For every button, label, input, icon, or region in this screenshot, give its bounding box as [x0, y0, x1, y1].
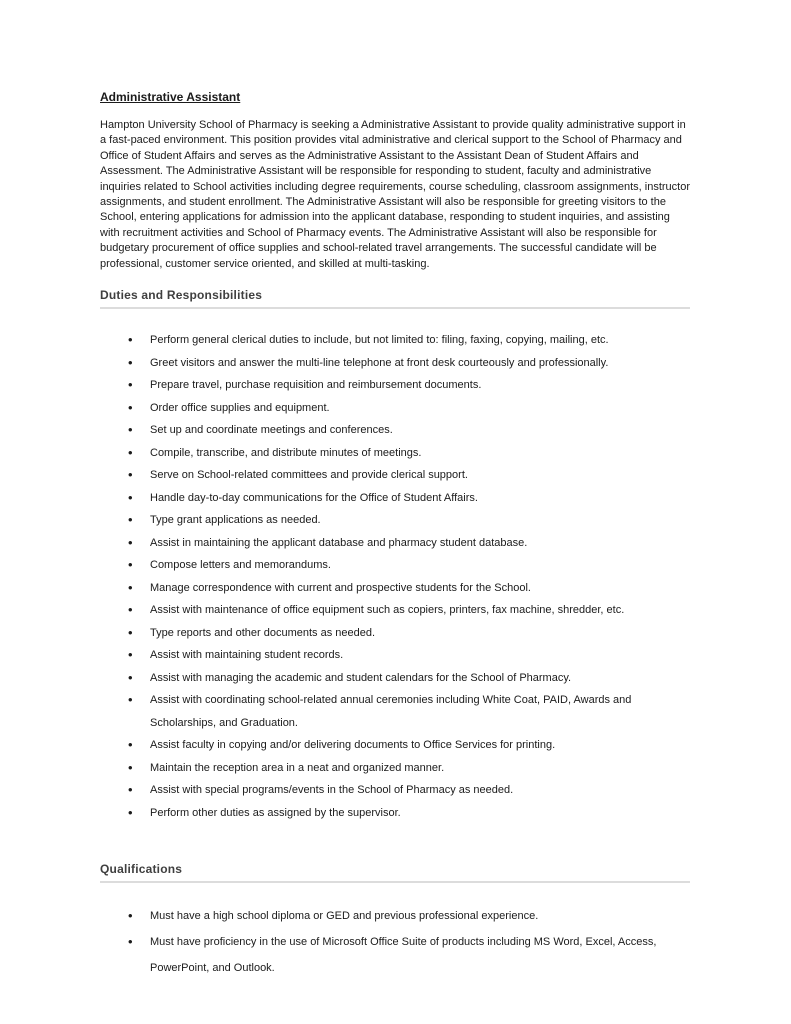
bullet-item: • Handle day-to-day communications for the Office of Student Affairs.	[128, 487, 690, 510]
qualifications-bullet-list	[128, 903, 690, 981]
document-title: Administrative Assistant	[100, 90, 241, 104]
bullet-item: • Assist faculty in copying and/or delivering documents to Office Services for printing.	[128, 734, 690, 757]
bullet-item: • Assist with managing the academic and student calendars for the School of Pharmacy.	[128, 667, 690, 690]
bullet-item: • Order office supplies and equipment.	[128, 397, 690, 420]
bullet-item: • Perform general clerical duties to include, but not limited to: filing, faxing, copying, mailing, etc.	[128, 329, 690, 352]
bullet-item: • Must have a high school diploma or GED and previous professional experience.	[128, 903, 690, 929]
bullet-item: • Type reports and other documents as needed.	[128, 622, 690, 645]
bullet-item: • Must have proficiency in the use of Microsoft Office Suite of products including MS Word, Excel, Access, PowerPoint, and Outlook.	[128, 929, 690, 981]
bullet-item: • Set up and coordinate meetings and conferences.	[128, 419, 690, 442]
bullet-item: • Assist in maintaining the applicant database and pharmacy student database.	[128, 532, 690, 555]
bullet-item: • Assist with maintenance of office equipment such as copiers, printers, fax machine, shredder, etc.	[128, 599, 690, 622]
section-duties	[100, 288, 690, 824]
bullet-item: • Assist with coordinating school-related annual ceremonies including White Coat, PAID, Awards and Scholarships, and Graduation.	[128, 689, 690, 734]
bullet-item: • Perform other duties as assigned by the supervisor.	[128, 802, 690, 825]
bullet-item: • Assist with special programs/events in the School of Pharmacy as needed.	[128, 779, 690, 802]
section-rule	[100, 881, 690, 883]
bullet-item: • Manage correspondence with current and prospective students for the School.	[128, 577, 690, 600]
bullet-item: • Assist with maintaining student records.	[128, 644, 690, 667]
section-rule	[100, 307, 690, 309]
section-heading-qualifications: Qualifications	[100, 862, 183, 877]
intro-paragraph: Hampton University School of Pharmacy is seeking a Administrative Assistant to provide quality administrative support in a fast-paced environment. This position provides vital administrative and clerical support to the School of Pharmacy and Office of Student Affairs and serves as the Administrative Assistant to the Assistant Dean of Student Affairs and Assessment. The Administrative Assistant will be responsible for responding to student, faculty and administrative inquiries related to School activities including degree requirements, course scheduling, classroom assignments, instructor assignments, and student enrollment. The Administrative Assistant will also be responsible for greeting visitors to the School, entering applications for admission into the applicant database, responding to student inquiries, and assisting with recruitment activities and School of Pharmacy events. The Administrative Assistant will also be responsible for budgetary procurement of office supplies and school-related travel arrangements. The successful candidate will be professional, customer service oriented, and skilled at multi-tasking.	[100, 119, 691, 270]
bullet-item: • Type grant applications as needed.	[128, 509, 690, 532]
section-qualifications	[100, 862, 690, 981]
bullet-item: • Serve on School-related committees and provide clerical support.	[128, 464, 690, 487]
section-heading-duties: Duties and Responsibilities	[100, 288, 263, 303]
bullet-item: • Compile, transcribe, and distribute minutes of meetings.	[128, 442, 690, 465]
duties-bullet-list	[128, 329, 690, 824]
bullet-item: • Compose letters and memorandums.	[128, 554, 690, 577]
bullet-item: • Prepare travel, purchase requisition and reimbursement documents.	[128, 374, 690, 397]
bullet-item: • Maintain the reception area in a neat and organized manner.	[128, 757, 690, 780]
bullet-item: • Greet visitors and answer the multi-line telephone at front desk courteously and professionally.	[128, 352, 690, 375]
